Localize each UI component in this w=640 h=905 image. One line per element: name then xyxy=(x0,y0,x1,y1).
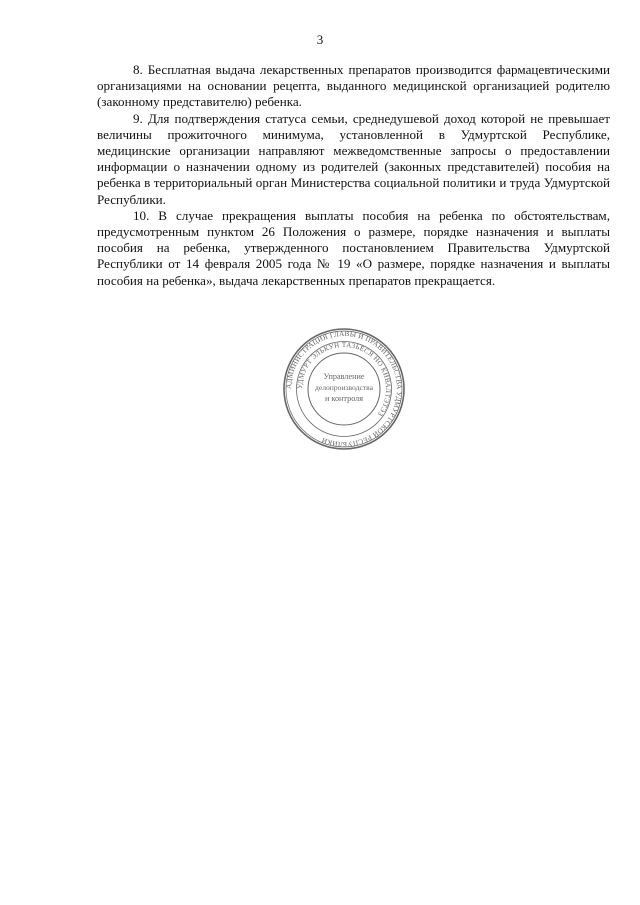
page-number: 3 xyxy=(316,32,324,47)
seal-inner-ring-text: УДМУРТ ЭЛЬКУН ТАЗЬЁСЯ НО КИВАЛТЭТЭЗ xyxy=(295,340,393,418)
seal-center-line-2: делопроизводства xyxy=(314,383,374,392)
seal-center-line-1: Управление xyxy=(323,372,365,381)
paragraph-8: 8. Бесплатная выдача лекарственных препаратов производится фармацевтическими организациями на основании рецепта, выданного медицинской организацией родителю (законному представителю) ребенка. xyxy=(97,62,610,110)
paragraph-9: 9. Для подтверждения статуса семьи, среднедушевой доход которой не превышает величины прожиточного минимума, установленной в Удмуртской Республике, медицинские организации направляют межведомственные запросы о предоставлении информации о назначении одному из родителей (законных представителей) пособия на ребенка в территориальный орган Министерства социальной политики и труда Удмуртской Республики. xyxy=(97,110,610,207)
document-body xyxy=(97,62,610,289)
paragraph-10: 10. В случае прекращения выплаты пособия на ребенка по обстоятельствам, предусмотренным пунктом 26 Положения о размере, порядке назначения и выплаты пособия на ребенка, утвержденного постановлением Правительства Удмуртской Республики от 14 февраля 2005 года № 19 «О размере, порядке назначения и выплаты пособия на ребенка», выдача лекарственных препаратов прекращается. xyxy=(97,207,610,288)
seal-graphic xyxy=(282,327,406,451)
official-seal-stamp xyxy=(282,327,406,451)
seal-outer-ring-text: АДМИНИСТРАЦИЯ ГЛАВЫ И ПРАВИТЕЛЬСТВА УДМУРТСКОЙ РЕСПУБЛИКИ xyxy=(284,329,404,449)
seal-center-line-3: и контроля xyxy=(324,394,364,403)
